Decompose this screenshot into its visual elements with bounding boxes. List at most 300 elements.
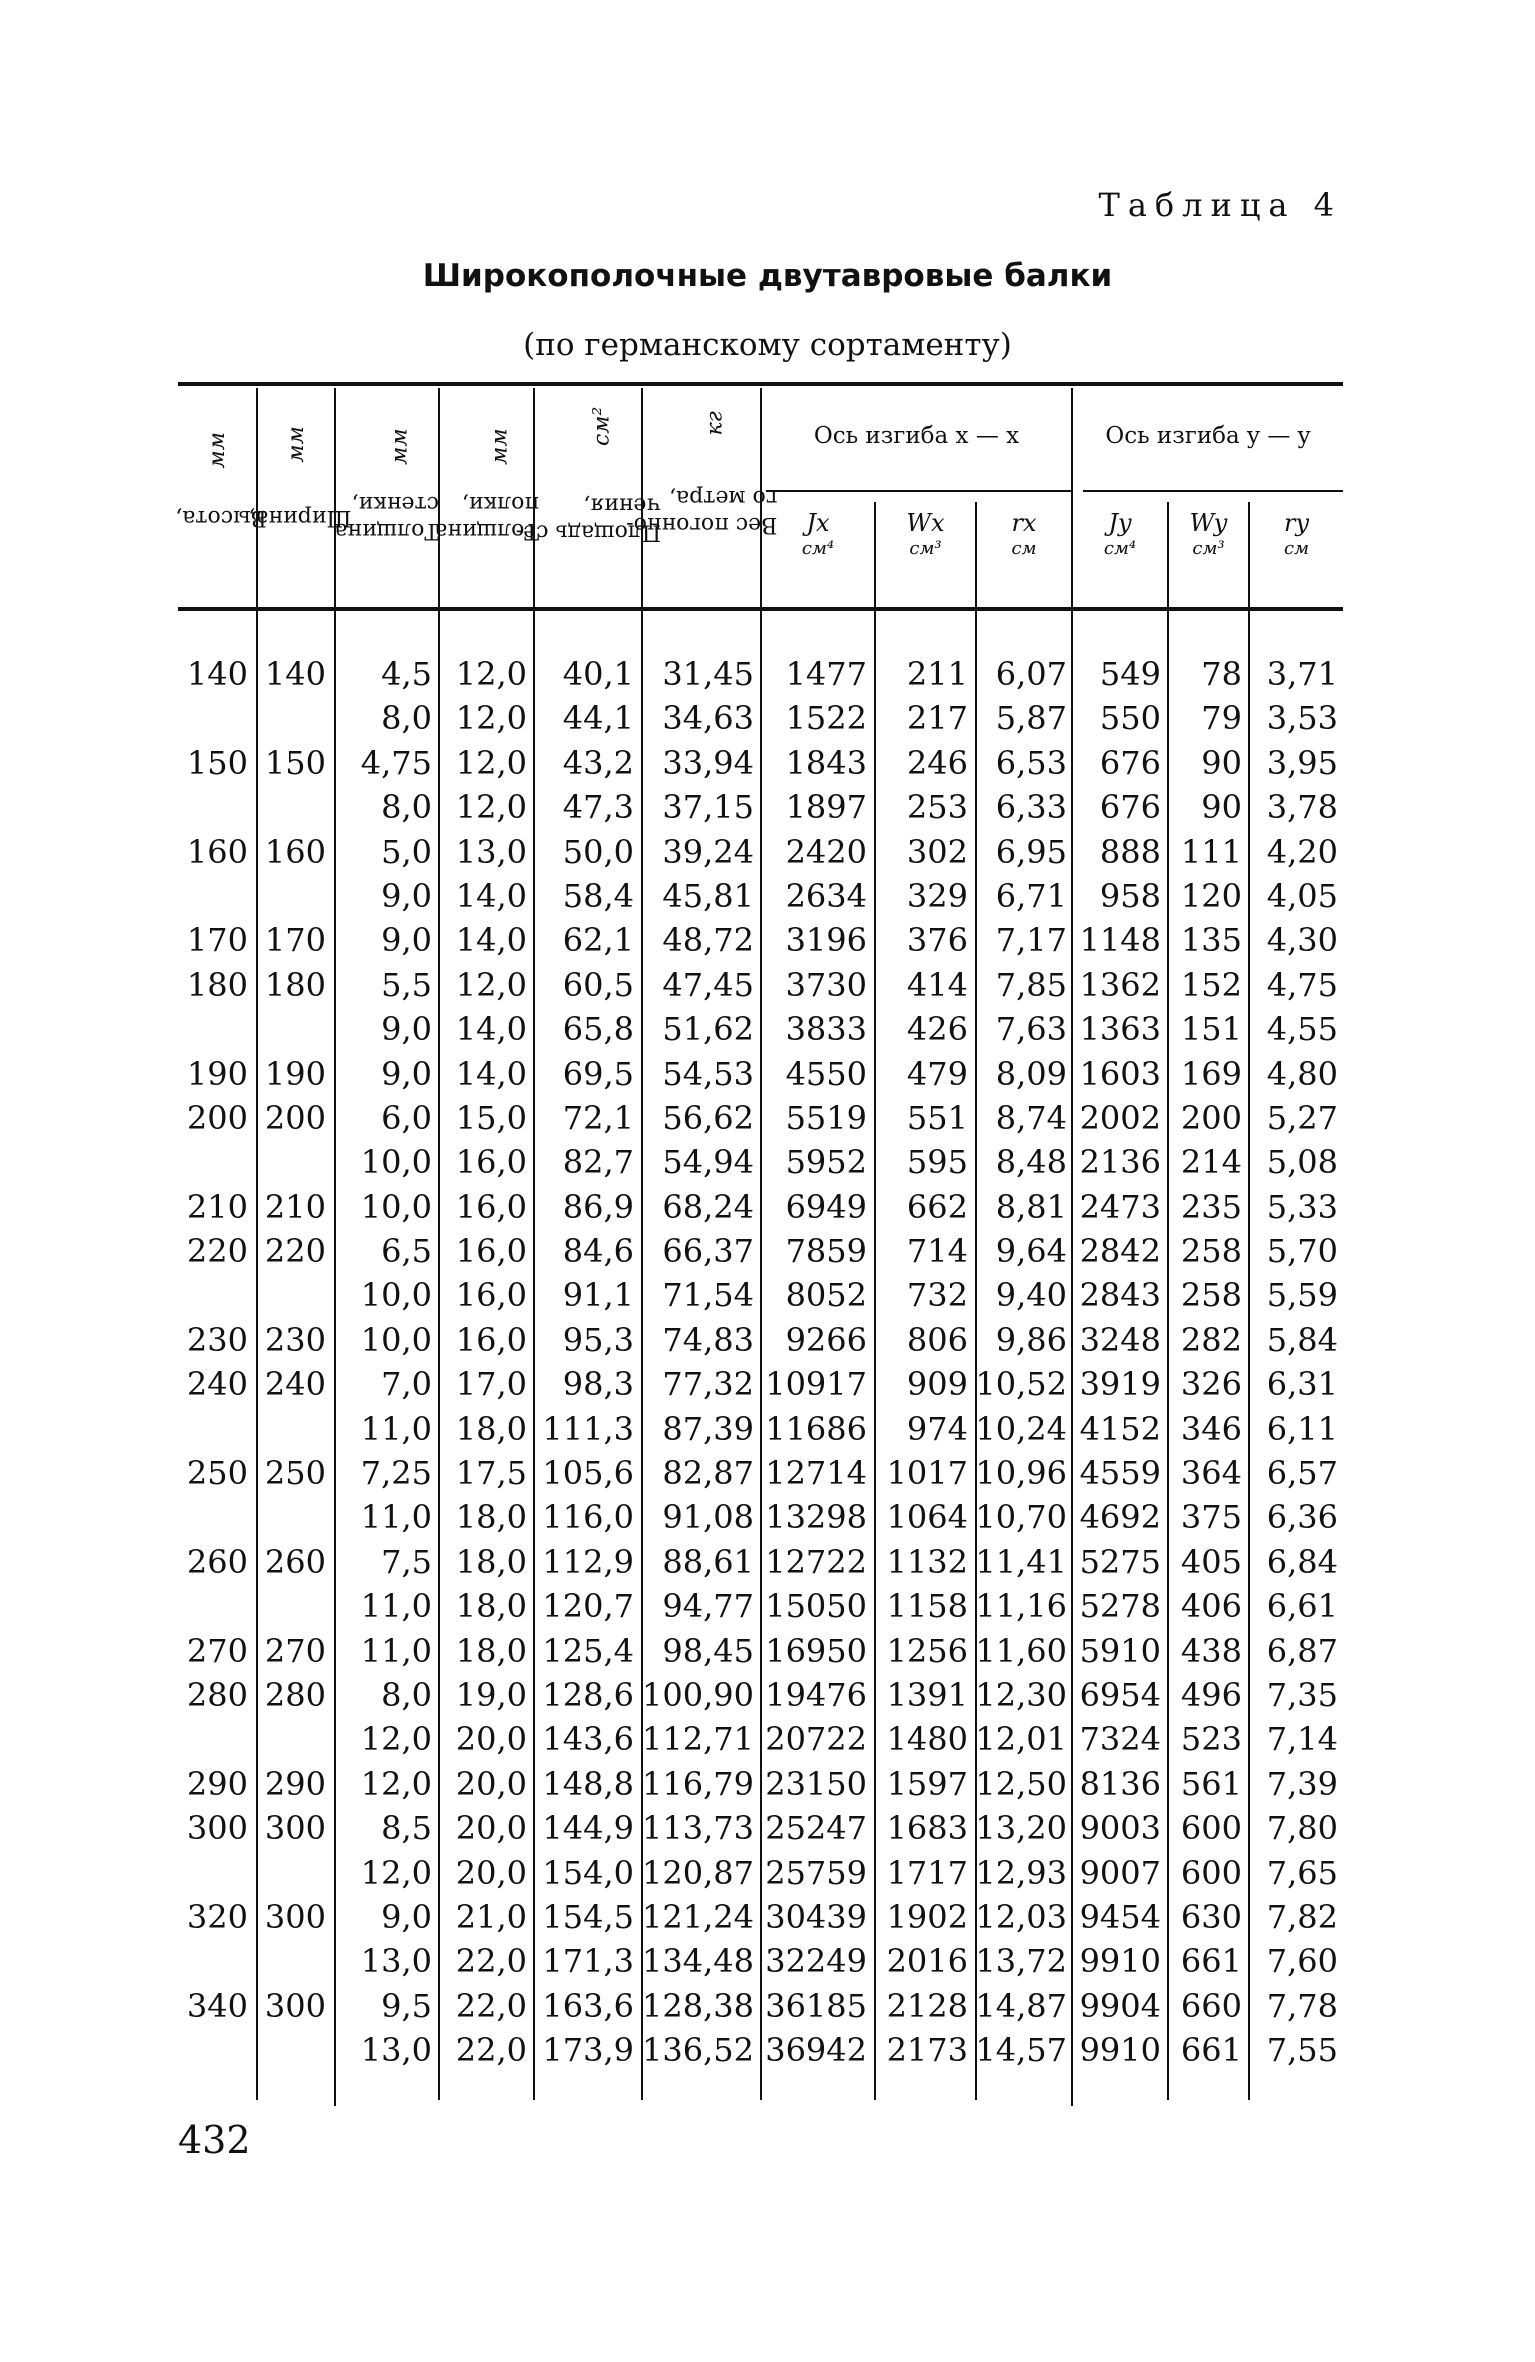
cell-rx: 6,53 bbox=[995, 743, 1067, 782]
cell-rx: 13,72 bbox=[975, 1942, 1067, 1981]
cell-wx: 1717 bbox=[886, 1853, 968, 1892]
cell-width: 150 bbox=[264, 743, 326, 782]
cell-area: 62,1 bbox=[562, 921, 634, 960]
cell-web-thickness: 10,0 bbox=[360, 1187, 432, 1226]
table-row bbox=[178, 1495, 1343, 1539]
cell-rx: 10,96 bbox=[975, 1454, 1067, 1493]
cell-area: 65,8 bbox=[562, 1010, 634, 1049]
cell-jy: 9003 bbox=[1079, 1809, 1161, 1848]
cell-wx: 909 bbox=[906, 1365, 968, 1404]
cell-jx: 10917 bbox=[765, 1365, 867, 1404]
cell-wy: 282 bbox=[1180, 1320, 1242, 1359]
table-row bbox=[178, 1318, 1343, 1362]
cell-flange-thickness: 20,0 bbox=[455, 1853, 527, 1892]
cell-width: 180 bbox=[264, 965, 326, 1004]
cell-area: 112,9 bbox=[542, 1542, 634, 1581]
cell-rx: 12,30 bbox=[975, 1675, 1067, 1714]
cell-width: 140 bbox=[264, 655, 326, 693]
cell-web-thickness: 11,0 bbox=[360, 1498, 432, 1537]
cell-weight: 45,81 bbox=[662, 876, 754, 915]
table-subtitle: (по германскому сортаменту) bbox=[523, 327, 1012, 363]
cell-rx: 9,86 bbox=[995, 1320, 1067, 1359]
cell-wx: 246 bbox=[906, 743, 968, 782]
cell-wx: 1256 bbox=[886, 1631, 968, 1670]
cell-wy: 661 bbox=[1180, 2031, 1242, 2070]
cell-web-thickness: 5,5 bbox=[381, 965, 432, 1004]
cell-wy: 364 bbox=[1180, 1454, 1242, 1493]
cell-ry: 7,80 bbox=[1266, 1809, 1338, 1848]
cell-width: 220 bbox=[264, 1232, 326, 1271]
table-row bbox=[178, 1851, 1343, 1895]
cell-area: 125,4 bbox=[542, 1631, 634, 1670]
cell-flange-thickness: 20,0 bbox=[455, 1764, 527, 1803]
cell-jy: 676 bbox=[1099, 788, 1161, 827]
cell-weight: 74,83 bbox=[662, 1320, 754, 1359]
cell-wy: 200 bbox=[1180, 1098, 1242, 1137]
cell-height: 290 bbox=[186, 1764, 248, 1803]
cell-rx: 9,40 bbox=[995, 1276, 1067, 1315]
cell-ry: 4,80 bbox=[1266, 1054, 1338, 1093]
cell-web-thickness: 8,0 bbox=[381, 1675, 432, 1714]
header-flange-thickness: Толщина полки, мм bbox=[434, 428, 539, 544]
cell-flange-thickness: 12,0 bbox=[455, 965, 527, 1004]
cell-wx: 732 bbox=[906, 1276, 968, 1315]
cell-flange-thickness: 16,0 bbox=[455, 1187, 527, 1226]
cell-ry: 4,05 bbox=[1266, 876, 1338, 915]
axis-x-divider bbox=[766, 490, 1073, 492]
cell-jx: 30439 bbox=[765, 1897, 867, 1936]
cell-area: 111,3 bbox=[542, 1409, 634, 1448]
cell-jx: 36185 bbox=[765, 1986, 867, 2025]
cell-weight: 100,90 bbox=[642, 1675, 754, 1714]
cell-ry: 7,35 bbox=[1266, 1675, 1338, 1714]
cell-area: 120,7 bbox=[542, 1587, 634, 1626]
cell-weight: 136,52 bbox=[642, 2031, 754, 2070]
cell-web-thickness: 9,0 bbox=[381, 876, 432, 915]
cell-height: 240 bbox=[186, 1365, 248, 1404]
cell-weight: 68,24 bbox=[662, 1187, 754, 1226]
cell-jx: 1843 bbox=[785, 743, 867, 782]
cell-jx: 2634 bbox=[785, 876, 867, 915]
cell-weight: 121,24 bbox=[642, 1897, 754, 1936]
cell-jy: 1362 bbox=[1079, 965, 1161, 1004]
cell-wy: 660 bbox=[1180, 1986, 1242, 2025]
cell-jy: 3248 bbox=[1079, 1320, 1161, 1359]
cell-ry: 6,57 bbox=[1266, 1454, 1338, 1493]
cell-weight: 51,62 bbox=[662, 1010, 754, 1049]
cell-ry: 3,95 bbox=[1266, 743, 1338, 782]
cell-width: 300 bbox=[264, 1897, 326, 1936]
table-row bbox=[178, 1629, 1343, 1673]
cell-jy: 1148 bbox=[1079, 921, 1161, 960]
header-axis-x: Ось изгиба x — x bbox=[813, 423, 1020, 449]
cell-wx: 2173 bbox=[886, 2031, 968, 2070]
cell-flange-thickness: 18,0 bbox=[455, 1498, 527, 1537]
cell-height: 200 bbox=[186, 1098, 248, 1137]
cell-wx: 414 bbox=[906, 965, 968, 1004]
cell-wy: 111 bbox=[1180, 832, 1242, 871]
cell-weight: 39,24 bbox=[662, 832, 754, 871]
cell-rx: 8,48 bbox=[995, 1143, 1067, 1182]
cell-weight: 54,53 bbox=[662, 1054, 754, 1093]
table-row bbox=[178, 1273, 1343, 1317]
table-row bbox=[178, 830, 1343, 874]
cell-jy: 5275 bbox=[1079, 1542, 1161, 1581]
cell-wy: 258 bbox=[1180, 1276, 1242, 1315]
cell-ry: 5,59 bbox=[1266, 1276, 1338, 1315]
cell-weight: 54,94 bbox=[662, 1143, 754, 1182]
cell-wx: 1683 bbox=[886, 1809, 968, 1848]
cell-jy: 9904 bbox=[1079, 1986, 1161, 2025]
cell-jy: 4692 bbox=[1079, 1498, 1161, 1537]
cell-area: 95,3 bbox=[562, 1320, 634, 1359]
header-rx: rx см bbox=[1011, 509, 1037, 559]
cell-rx: 14,87 bbox=[975, 1986, 1067, 2025]
cell-wy: 326 bbox=[1180, 1365, 1242, 1404]
cell-rx: 11,60 bbox=[975, 1631, 1067, 1670]
table-row bbox=[178, 2028, 1343, 2072]
cell-weight: 56,62 bbox=[662, 1098, 754, 1137]
cell-width: 270 bbox=[264, 1631, 326, 1670]
cell-jy: 2002 bbox=[1079, 1098, 1161, 1137]
cell-width: 190 bbox=[264, 1054, 326, 1093]
cell-web-thickness: 8,0 bbox=[381, 788, 432, 827]
table-row bbox=[178, 1584, 1343, 1628]
cell-weight: 98,45 bbox=[662, 1631, 754, 1670]
cell-wy: 152 bbox=[1180, 965, 1242, 1004]
cell-wy: 630 bbox=[1180, 1897, 1242, 1936]
cell-web-thickness: 9,0 bbox=[381, 1010, 432, 1049]
cell-wy: 438 bbox=[1180, 1631, 1242, 1670]
cell-web-thickness: 12,0 bbox=[360, 1720, 432, 1759]
cell-flange-thickness: 20,0 bbox=[455, 1809, 527, 1848]
cell-ry: 7,14 bbox=[1266, 1720, 1338, 1759]
cell-ry: 6,36 bbox=[1266, 1498, 1338, 1537]
cell-jy: 5278 bbox=[1079, 1587, 1161, 1626]
cell-rx: 6,95 bbox=[995, 832, 1067, 871]
cell-rx: 7,63 bbox=[995, 1010, 1067, 1049]
cell-area: 50,0 bbox=[562, 832, 634, 871]
cell-jy: 9007 bbox=[1079, 1853, 1161, 1892]
cell-flange-thickness: 12,0 bbox=[455, 699, 527, 738]
cell-jy: 8136 bbox=[1079, 1764, 1161, 1803]
cell-jx: 36942 bbox=[765, 2031, 867, 2070]
cell-ry: 4,20 bbox=[1266, 832, 1338, 871]
cell-width: 200 bbox=[264, 1098, 326, 1137]
cell-wx: 2128 bbox=[886, 1986, 968, 2025]
cell-rx: 13,20 bbox=[975, 1809, 1067, 1848]
cell-jy: 2842 bbox=[1079, 1232, 1161, 1271]
cell-weight: 94,77 bbox=[662, 1587, 754, 1626]
cell-width: 250 bbox=[264, 1454, 326, 1493]
cell-flange-thickness: 16,0 bbox=[455, 1232, 527, 1271]
cell-web-thickness: 13,0 bbox=[360, 1942, 432, 1981]
cell-weight: 71,54 bbox=[662, 1276, 754, 1315]
cell-width: 210 bbox=[264, 1187, 326, 1226]
cell-jx: 5952 bbox=[785, 1143, 867, 1182]
table-row bbox=[178, 1540, 1343, 1584]
cell-jx: 23150 bbox=[765, 1764, 867, 1803]
header-weight: Вес погонно- го метра, кг bbox=[625, 411, 778, 538]
cell-rx: 7,85 bbox=[995, 965, 1067, 1004]
cell-height: 250 bbox=[186, 1454, 248, 1493]
cell-web-thickness: 11,0 bbox=[360, 1409, 432, 1448]
table-row bbox=[178, 1140, 1343, 1184]
table-row bbox=[178, 963, 1343, 1007]
cell-width: 300 bbox=[264, 1809, 326, 1848]
cell-ry: 7,82 bbox=[1266, 1897, 1338, 1936]
table-row bbox=[178, 1185, 1343, 1229]
cell-jy: 3919 bbox=[1079, 1365, 1161, 1404]
cell-wx: 2016 bbox=[886, 1942, 968, 1981]
cell-rx: 8,74 bbox=[995, 1098, 1067, 1137]
cell-area: 154,0 bbox=[542, 1853, 634, 1892]
axis-y-divider bbox=[1083, 490, 1343, 492]
cell-height: 270 bbox=[186, 1631, 248, 1670]
cell-jx: 3196 bbox=[785, 921, 867, 960]
header-ry: ry см bbox=[1283, 509, 1310, 559]
cell-wy: 258 bbox=[1180, 1232, 1242, 1271]
cell-jx: 16950 bbox=[765, 1631, 867, 1670]
cell-rx: 12,50 bbox=[975, 1764, 1067, 1803]
cell-flange-thickness: 16,0 bbox=[455, 1320, 527, 1359]
cell-rx: 11,16 bbox=[975, 1587, 1067, 1626]
cell-wx: 479 bbox=[906, 1054, 968, 1093]
cell-area: 105,6 bbox=[542, 1454, 634, 1493]
page-number: 432 bbox=[178, 2118, 251, 2162]
table-row bbox=[178, 1806, 1343, 1850]
cell-wy: 523 bbox=[1180, 1720, 1242, 1759]
cell-rx: 11,41 bbox=[975, 1542, 1067, 1581]
cell-width: 240 bbox=[264, 1365, 326, 1404]
cell-web-thickness: 8,5 bbox=[381, 1809, 432, 1848]
cell-wx: 302 bbox=[906, 832, 968, 871]
cell-jy: 549 bbox=[1099, 655, 1161, 693]
cell-flange-thickness: 20,0 bbox=[455, 1720, 527, 1759]
cell-wy: 169 bbox=[1180, 1054, 1242, 1093]
header-width: Ширина, мм bbox=[240, 425, 352, 530]
cell-wx: 1017 bbox=[886, 1454, 968, 1493]
cell-flange-thickness: 18,0 bbox=[455, 1631, 527, 1670]
cell-flange-thickness: 14,0 bbox=[455, 1054, 527, 1093]
cell-ry: 7,78 bbox=[1266, 1986, 1338, 2025]
cell-weight: 116,79 bbox=[642, 1764, 754, 1803]
cell-flange-thickness: 15,0 bbox=[455, 1098, 527, 1137]
header-axis-y: Ось изгиба y — y bbox=[1105, 423, 1311, 449]
cell-wx: 376 bbox=[906, 921, 968, 960]
cell-jx: 11686 bbox=[765, 1409, 867, 1448]
cell-rx: 12,03 bbox=[975, 1897, 1067, 1936]
cell-rx: 14,57 bbox=[975, 2031, 1067, 2070]
cell-weight: 120,87 bbox=[642, 1853, 754, 1892]
cell-area: 40,1 bbox=[562, 655, 634, 693]
cell-web-thickness: 11,0 bbox=[360, 1631, 432, 1670]
cell-jx: 8052 bbox=[785, 1276, 867, 1315]
cell-height: 280 bbox=[186, 1675, 248, 1714]
cell-web-thickness: 6,5 bbox=[381, 1232, 432, 1271]
cell-wx: 217 bbox=[906, 699, 968, 738]
cell-wx: 1064 bbox=[886, 1498, 968, 1537]
cell-jy: 2843 bbox=[1079, 1276, 1161, 1315]
cell-web-thickness: 13,0 bbox=[360, 2031, 432, 2070]
cell-flange-thickness: 12,0 bbox=[455, 655, 527, 693]
cell-wx: 253 bbox=[906, 788, 968, 827]
cell-jy: 888 bbox=[1099, 832, 1161, 871]
cell-weight: 34,63 bbox=[662, 699, 754, 738]
cell-wy: 79 bbox=[1201, 699, 1242, 738]
cell-rx: 12,93 bbox=[975, 1853, 1067, 1892]
cell-jx: 3730 bbox=[785, 965, 867, 1004]
table-row bbox=[178, 1895, 1343, 1939]
cell-wx: 551 bbox=[906, 1098, 968, 1137]
cell-wx: 426 bbox=[906, 1010, 968, 1049]
cell-height: 340 bbox=[186, 1986, 248, 2025]
table-row bbox=[178, 1052, 1343, 1096]
cell-flange-thickness: 21,0 bbox=[455, 1897, 527, 1936]
cell-weight: 37,15 bbox=[662, 788, 754, 827]
cell-web-thickness: 9,0 bbox=[381, 1897, 432, 1936]
cell-jx: 9266 bbox=[785, 1320, 867, 1359]
cell-ry: 6,11 bbox=[1266, 1409, 1338, 1448]
table-row bbox=[178, 1407, 1343, 1451]
cell-jx: 5519 bbox=[785, 1098, 867, 1137]
cell-web-thickness: 7,5 bbox=[381, 1542, 432, 1581]
table-row bbox=[178, 696, 1343, 740]
table-row bbox=[178, 741, 1343, 785]
cell-height: 150 bbox=[186, 743, 248, 782]
cell-flange-thickness: 17,0 bbox=[455, 1365, 527, 1404]
cell-ry: 5,08 bbox=[1266, 1143, 1338, 1182]
table-row bbox=[178, 1229, 1343, 1273]
cell-wx: 1391 bbox=[886, 1675, 968, 1714]
cell-wy: 78 bbox=[1201, 655, 1242, 693]
cell-flange-thickness: 22,0 bbox=[455, 1986, 527, 2025]
cell-flange-thickness: 22,0 bbox=[455, 1942, 527, 1981]
cell-ry: 7,60 bbox=[1266, 1942, 1338, 1981]
cell-weight: 128,38 bbox=[642, 1986, 754, 2025]
table-row bbox=[178, 918, 1343, 962]
cell-web-thickness: 9,0 bbox=[381, 921, 432, 960]
cell-area: 143,6 bbox=[542, 1720, 634, 1759]
cell-web-thickness: 4,75 bbox=[360, 743, 432, 782]
cell-height: 170 bbox=[186, 921, 248, 960]
cell-weight: 47,45 bbox=[662, 965, 754, 1004]
cell-web-thickness: 12,0 bbox=[360, 1853, 432, 1892]
cell-area: 98,3 bbox=[562, 1365, 634, 1404]
cell-wy: 406 bbox=[1180, 1587, 1242, 1626]
cell-rx: 8,81 bbox=[995, 1187, 1067, 1226]
cell-wx: 662 bbox=[906, 1187, 968, 1226]
cell-flange-thickness: 18,0 bbox=[455, 1409, 527, 1448]
cell-web-thickness: 12,0 bbox=[360, 1764, 432, 1803]
cell-ry: 4,30 bbox=[1266, 921, 1338, 960]
cell-flange-thickness: 12,0 bbox=[455, 788, 527, 827]
cell-wy: 135 bbox=[1180, 921, 1242, 960]
cell-jx: 20722 bbox=[765, 1720, 867, 1759]
cell-jx: 1897 bbox=[785, 788, 867, 827]
cell-weight: 91,08 bbox=[662, 1498, 754, 1537]
cell-wx: 806 bbox=[906, 1320, 968, 1359]
cell-web-thickness: 10,0 bbox=[360, 1320, 432, 1359]
cell-height: 320 bbox=[186, 1897, 248, 1936]
table-label: Таблица 4 bbox=[1098, 186, 1342, 224]
cell-jy: 2136 bbox=[1079, 1143, 1161, 1182]
cell-ry: 5,70 bbox=[1266, 1232, 1338, 1271]
cell-jx: 25247 bbox=[765, 1809, 867, 1848]
table-row bbox=[178, 1362, 1343, 1406]
cell-area: 148,8 bbox=[542, 1764, 634, 1803]
cell-width: 290 bbox=[264, 1764, 326, 1803]
cell-area: 91,1 bbox=[562, 1276, 634, 1315]
cell-area: 171,3 bbox=[542, 1942, 634, 1981]
table-row bbox=[178, 1939, 1343, 1983]
cell-wx: 1480 bbox=[886, 1720, 968, 1759]
table-row bbox=[178, 874, 1343, 918]
cell-area: 58,4 bbox=[562, 876, 634, 915]
cell-weight: 134,48 bbox=[642, 1942, 754, 1981]
cell-height: 160 bbox=[186, 832, 248, 871]
cell-ry: 6,31 bbox=[1266, 1365, 1338, 1404]
cell-web-thickness: 9,5 bbox=[381, 1986, 432, 2025]
cell-rx: 10,70 bbox=[975, 1498, 1067, 1537]
cell-flange-thickness: 12,0 bbox=[455, 743, 527, 782]
cell-jx: 3833 bbox=[785, 1010, 867, 1049]
cell-width: 170 bbox=[264, 921, 326, 960]
cell-area: 173,9 bbox=[542, 2031, 634, 2070]
cell-width: 230 bbox=[264, 1320, 326, 1359]
cell-height: 210 bbox=[186, 1187, 248, 1226]
cell-jx: 1477 bbox=[785, 655, 867, 693]
cell-area: 43,2 bbox=[562, 743, 634, 782]
cell-rx: 10,24 bbox=[975, 1409, 1067, 1448]
cell-rx: 5,87 bbox=[995, 699, 1067, 738]
cell-flange-thickness: 14,0 bbox=[455, 876, 527, 915]
cell-jx: 13298 bbox=[765, 1498, 867, 1537]
cell-flange-thickness: 14,0 bbox=[455, 1010, 527, 1049]
table-row bbox=[178, 1096, 1343, 1140]
cell-ry: 4,55 bbox=[1266, 1010, 1338, 1049]
cell-area: 84,6 bbox=[562, 1232, 634, 1271]
cell-flange-thickness: 16,0 bbox=[455, 1143, 527, 1182]
header-wx: Wx см³ bbox=[906, 509, 945, 559]
cell-rx: 6,07 bbox=[995, 655, 1067, 693]
cell-jy: 1363 bbox=[1079, 1010, 1161, 1049]
cell-jx: 32249 bbox=[765, 1942, 867, 1981]
cell-jx: 25759 bbox=[765, 1853, 867, 1892]
cell-ry: 3,78 bbox=[1266, 788, 1338, 827]
cell-area: 47,3 bbox=[562, 788, 634, 827]
cell-jy: 9910 bbox=[1079, 1942, 1161, 1981]
cell-area: 72,1 bbox=[562, 1098, 634, 1137]
cell-flange-thickness: 19,0 bbox=[455, 1675, 527, 1714]
cell-jy: 5910 bbox=[1079, 1631, 1161, 1670]
cell-wy: 661 bbox=[1180, 1942, 1242, 1981]
cell-flange-thickness: 17,5 bbox=[455, 1454, 527, 1493]
cell-weight: 66,37 bbox=[662, 1232, 754, 1271]
cell-wy: 120 bbox=[1180, 876, 1242, 915]
table-row bbox=[178, 1762, 1343, 1806]
cell-wx: 329 bbox=[906, 876, 968, 915]
cell-area: 69,5 bbox=[562, 1054, 634, 1093]
cell-ry: 6,87 bbox=[1266, 1631, 1338, 1670]
cell-web-thickness: 10,0 bbox=[360, 1143, 432, 1182]
cell-jx: 15050 bbox=[765, 1587, 867, 1626]
cell-jy: 1603 bbox=[1079, 1054, 1161, 1093]
cell-rx: 12,01 bbox=[975, 1720, 1067, 1759]
header-area: Площадь се- чения, см² bbox=[515, 406, 661, 545]
cell-jx: 12714 bbox=[765, 1454, 867, 1493]
cell-area: 86,9 bbox=[562, 1187, 634, 1226]
